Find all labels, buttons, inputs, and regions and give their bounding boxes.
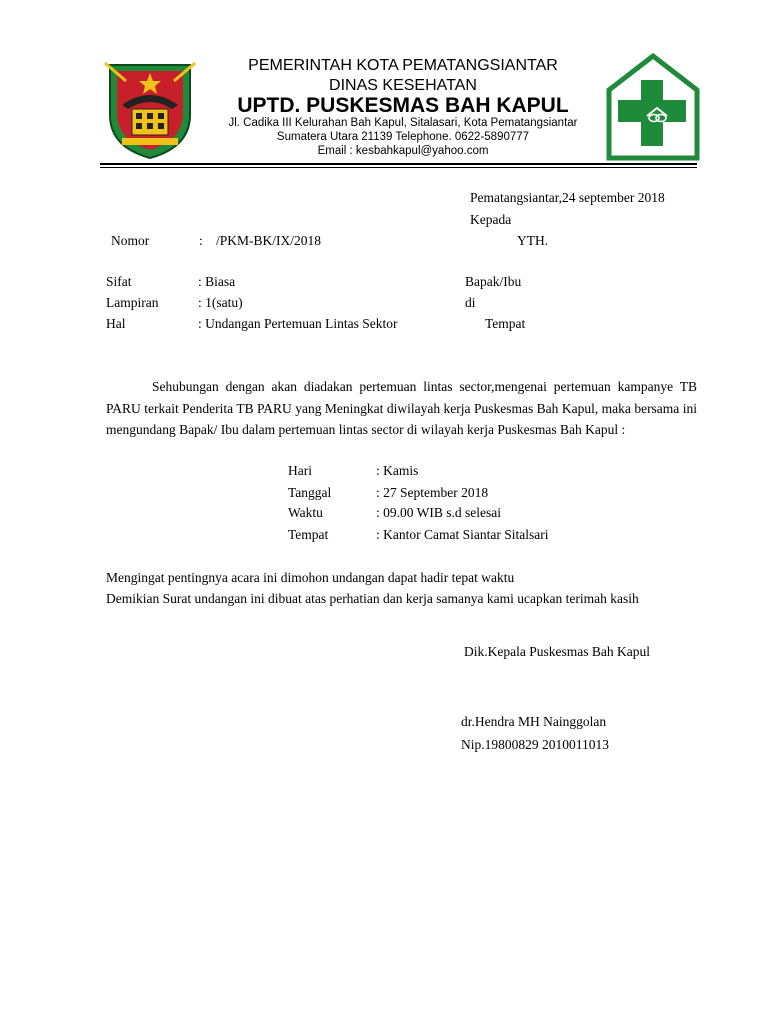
nomor-label: Nomor [111, 233, 150, 248]
body-paragraph-text: Sehubungan dengan akan diadakan pertemuan lintas sector,mengenai pertemuan kampanye TB PARU terkait Penderita TB PARU yang Meningkat diwilayah kerja Puskesmas Bah Kapul, maka bersama ini mengundang Bapak/ Ibu dalam pertemuan lintas sector di wilayah kerja Puskesmas Bah Kapul : [106, 379, 697, 437]
schedule-value-hari: : Kamis [376, 463, 419, 478]
yth-label: YTH. [517, 233, 549, 248]
schedule-label-tanggal: Tanggal [288, 485, 332, 500]
header-divider [100, 163, 697, 165]
recipient: Bapak/Ibu [465, 274, 522, 289]
lampiran-value: : 1(satu) [198, 295, 243, 310]
address-line-1: Jl. Cadika III Kelurahan Bah Kapul, Sitalasari, Kota Pematangsiantar [228, 117, 578, 129]
di-label: di [465, 295, 476, 310]
schedule-label-hari: Hari [288, 463, 312, 478]
nomor-colon: : [199, 233, 203, 248]
org-title: UPTD. PUSKESMAS BAH KAPUL [237, 94, 569, 117]
schedule-label-waktu: Waktu [288, 505, 323, 520]
signature-title: Dik.Kepala Puskesmas Bah Kapul [464, 644, 650, 659]
hal-label: Hal [106, 316, 126, 331]
schedule-label-tempat: Tempat [288, 527, 329, 542]
signature-nip: Nip.19800829 2010011013 [461, 737, 609, 752]
sifat-value: : Biasa [198, 274, 236, 289]
closing-line-1: Mengingat pentingnya acara ini dimohon undangan dapat hadir tepat waktu [106, 570, 515, 585]
hal-value: : Undangan Pertemuan Lintas Sektor [198, 316, 398, 331]
gov-title: PEMERINTAH KOTA PEMATANGSIANTAR [248, 57, 558, 74]
schedule-value-tanggal: : 27 September 2018 [376, 485, 489, 500]
body-paragraph [106, 376, 697, 441]
kepada-label: Kepada [470, 212, 512, 227]
header-divider-thin [100, 167, 697, 168]
place-date: Pematangsiantar,24 september 2018 [470, 190, 665, 205]
email-line: Email : kesbahkapul@yahoo.com [317, 145, 489, 157]
nomor-value: /PKM-BK/IX/2018 [216, 233, 322, 248]
city-emblem-icon [100, 55, 200, 160]
dept-title: DINAS KESEHATAN [329, 77, 477, 94]
schedule-value-waktu: : 09.00 WIB s.d selesai [376, 505, 501, 520]
tempat-label: Tempat [485, 316, 526, 331]
signature-name: dr.Hendra MH Nainggolan [461, 714, 607, 729]
schedule-value-tempat: : Kantor Camat Siantar Sitalsari [376, 527, 549, 542]
sifat-label: Sifat [106, 274, 132, 289]
address-line-2: Sumatera Utara 21139 Telephone. 0622-5890777 [276, 131, 530, 143]
puskesmas-cross-icon [603, 52, 703, 162]
lampiran-label: Lampiran [106, 295, 159, 310]
closing-line-2: Demikian Surat undangan ini dibuat atas perhatian dan kerja samanya kami ucapkan terimah kasih [106, 591, 639, 606]
